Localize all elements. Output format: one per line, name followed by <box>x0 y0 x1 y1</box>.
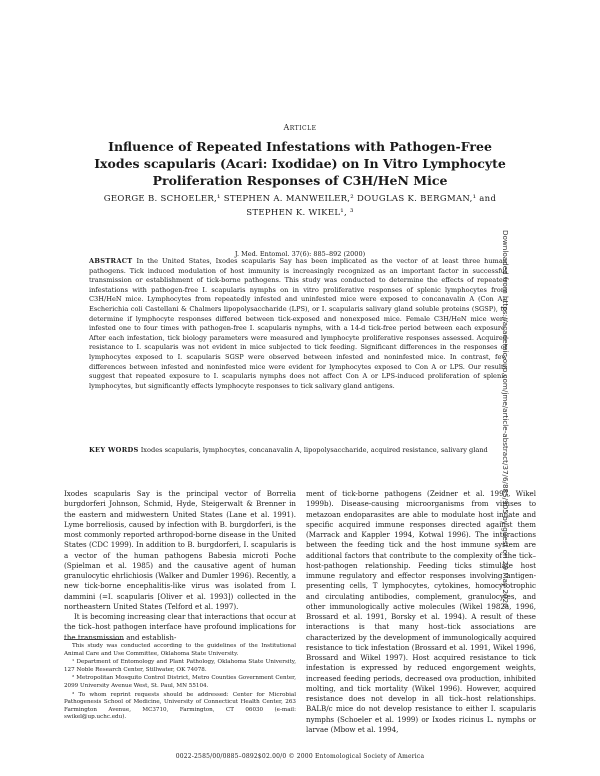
body-paragraph-3: ment of tick-borne pathogens (Zeidner et al. 1997, Wikel 1999b). Disease-causing microorganisms from viruses to metazoan endoparasites are able to modulate host innate and specific acquired immune responses directed against them (Marrack and Kappler 1994, Kotwal 1996). The interactions between the feeding tick and the host immune system are additional factors that contribute to the complexity of the tick–host-pathogen relationship. Feeding ticks stimulate host immune regulatory and effector responses involving antigen-presenting cells, T lymphocytes, cytokines, homocytotrophic and circulating antibodies, complement, granulocytes, and other immunologically active molecules (Wikel 1982a, 1996, Brossard et al. 1991, Borsky et al. 1994). A result of these interactions is that many host–tick associations are characterized by the development of immunologically acquired resistance to tick infestation (Brossard et al. 1991, Wikel 1996, Brossard and Wikel 1997). Host acquired resistance to tick infestation is expressed by reduced engorgement weights, increased feeding periods, decreased ova production, inhibited molting, and tick mortality (Wikel 1996). However, acquired resistance does not develop in all tick–host relationships. BALB/c mice do not develop resistance to either I. scapularis nymphs (Schoeler et al. 1999) or Ixodes ricinus L. nymphs or larvae (Mbow et al. 1994, <box>306 489 536 734</box>
abstract <box>89 257 507 391</box>
keywords-label: KEY WORDS <box>89 446 139 454</box>
body-paragraph-1: Ixodes scapularis Say is the principal vector of Borrelia burgdorferi Johnson, Schmid, Hyde, Steigerwalt & Brenner in the eastern and midwestern United States (Lane et al. 1991). Lyme borreliosis, caused by infection with B. burgdorferi, is the most commonly reported arthropod-borne disease in the United States (CDC 1999). In addition to B. burgdorferi, I. scapularis is a vector of the human pathogens Babesia microti Poche (Spielman et al. 1985) and the causative agent of human granulocytic ehrlichiosis (Walker and Dumler 1996). Recently, a new tick-borne encephalitis-like virus was isolated from I. dammini (=I. scapularis [Oliver et al. 1993]) collected in the northeastern United States (Telford et al. 1997). <box>64 489 296 611</box>
author-list <box>70 192 530 220</box>
abstract-text: In the United States, Ixodes scapularis Say has been implicated as the vector of at least three human pathogens. Tick induced modulation of host immunity is increasingly recognized as an important factor in successful transmission or establishment of tick-borne pathogens. This study was conducted to determine the effects of repeated infestations with pathogen-free I. scapularis nymphs on in vitro proliferative responses of splenic lymphocytes from C3H/HeN mice. Lymphocytes from repeatedly infested and uninfested mice were exposed to concanavalin A (Con A), Escherichia coli Castellani & Chalmers lipopolysaccharide (LPS), or I. scapularis salivary gland soluble proteins (SGSP), to determine if lymphocyte responses differed between tick-exposed and nonexposed mice. Female C3H/HeN mice were infested one to four times with pathogen-free I. scapularis nymphs, with a 14-d tick-free period between each exposure. After each infestation, tick biology parameters were measured and lymphocyte proliferative responses assessed. Acquired resistance to I. scapularis was not evident in mice subjected to tick feeding. Significant differences in the responses of lymphocytes exposed to I. scapularis SGSP were observed between infested and noninfested mice. In contrast, few differences between infested and noninfested mice were evident for lymphocytes exposed to Con A or LPS. Our results suggest that repeated exposure to I. scapularis nymphs does not affect Con A or LPS-induced proliferation of splenic lymphocytes, but significantly effects lymphocyte responses to tick salivary gland antigens. <box>89 257 507 390</box>
footnote-guidelines: This study was conducted according to the guidelines of the Institutional Animal Care and Use Committee, Oklahoma State University. <box>64 643 296 657</box>
footnote-rule <box>64 639 124 640</box>
keywords <box>89 446 507 456</box>
journal-citation: J. Med. Entomol. 37(6): 885–892 (2000) <box>234 250 366 258</box>
section-label: Article <box>283 123 317 132</box>
author-line-1: GEORGE B. SCHOELER,¹ STEPHEN A. MANWEILER,² DOUGLAS K. BERGMAN,¹ and <box>103 194 497 204</box>
footnotes <box>64 643 296 723</box>
body-column-left <box>64 489 296 643</box>
article-title: Influence of Repeated Infestations with Pathogen-Free Ixodes scapularis (Acari: Ixodidae) on In Vitro Lymphocyte Proliferation Responses of C3H/HeN Mice <box>94 139 506 188</box>
copyright-line: 0022-2585/00/0885–0892$02.00/0 © 2000 Entomological Society of America <box>175 753 425 760</box>
download-watermark: Downloaded from https://academic.oup.com/jme/article-abstract/37/6/885/905 by guest on 29 May 2020 <box>501 230 510 608</box>
footnote-1: ¹ Department of Entomology and Plant Pathology, Oklahoma State University, 127 Noble Research Center, Stillwater, OK 74078. <box>64 659 296 673</box>
footnote-2: ² Metropolitan Mosquito Control District, Metro Counties Government Center, 2099 University Avenue West, St. Paul, MN 55104. <box>64 675 296 689</box>
body-paragraph-2: It is becoming increasing clear that interactions that occur at the tick–host pathogen interface have profound implications for the transmission and establish- <box>64 612 296 642</box>
footnote-3: ³ To whom reprint requests should be addressed: Center for Microbial Pathogenesis School of Medicine, University of Connecticut Health Center, 263 Farmington Avenue, MC3710, Farmington, CT 06030 (e-mail: swikel@up.uchc.edu). <box>64 691 296 721</box>
abstract-label: ABSTRACT <box>89 257 133 265</box>
keywords-text: Ixodes scapularis, lymphocytes, concanavalin A, lipopolysaccharide, acquired resistance, salivary gland <box>140 446 488 454</box>
author-line-2: STEPHEN K. WIKEL¹, ³ <box>246 208 354 218</box>
